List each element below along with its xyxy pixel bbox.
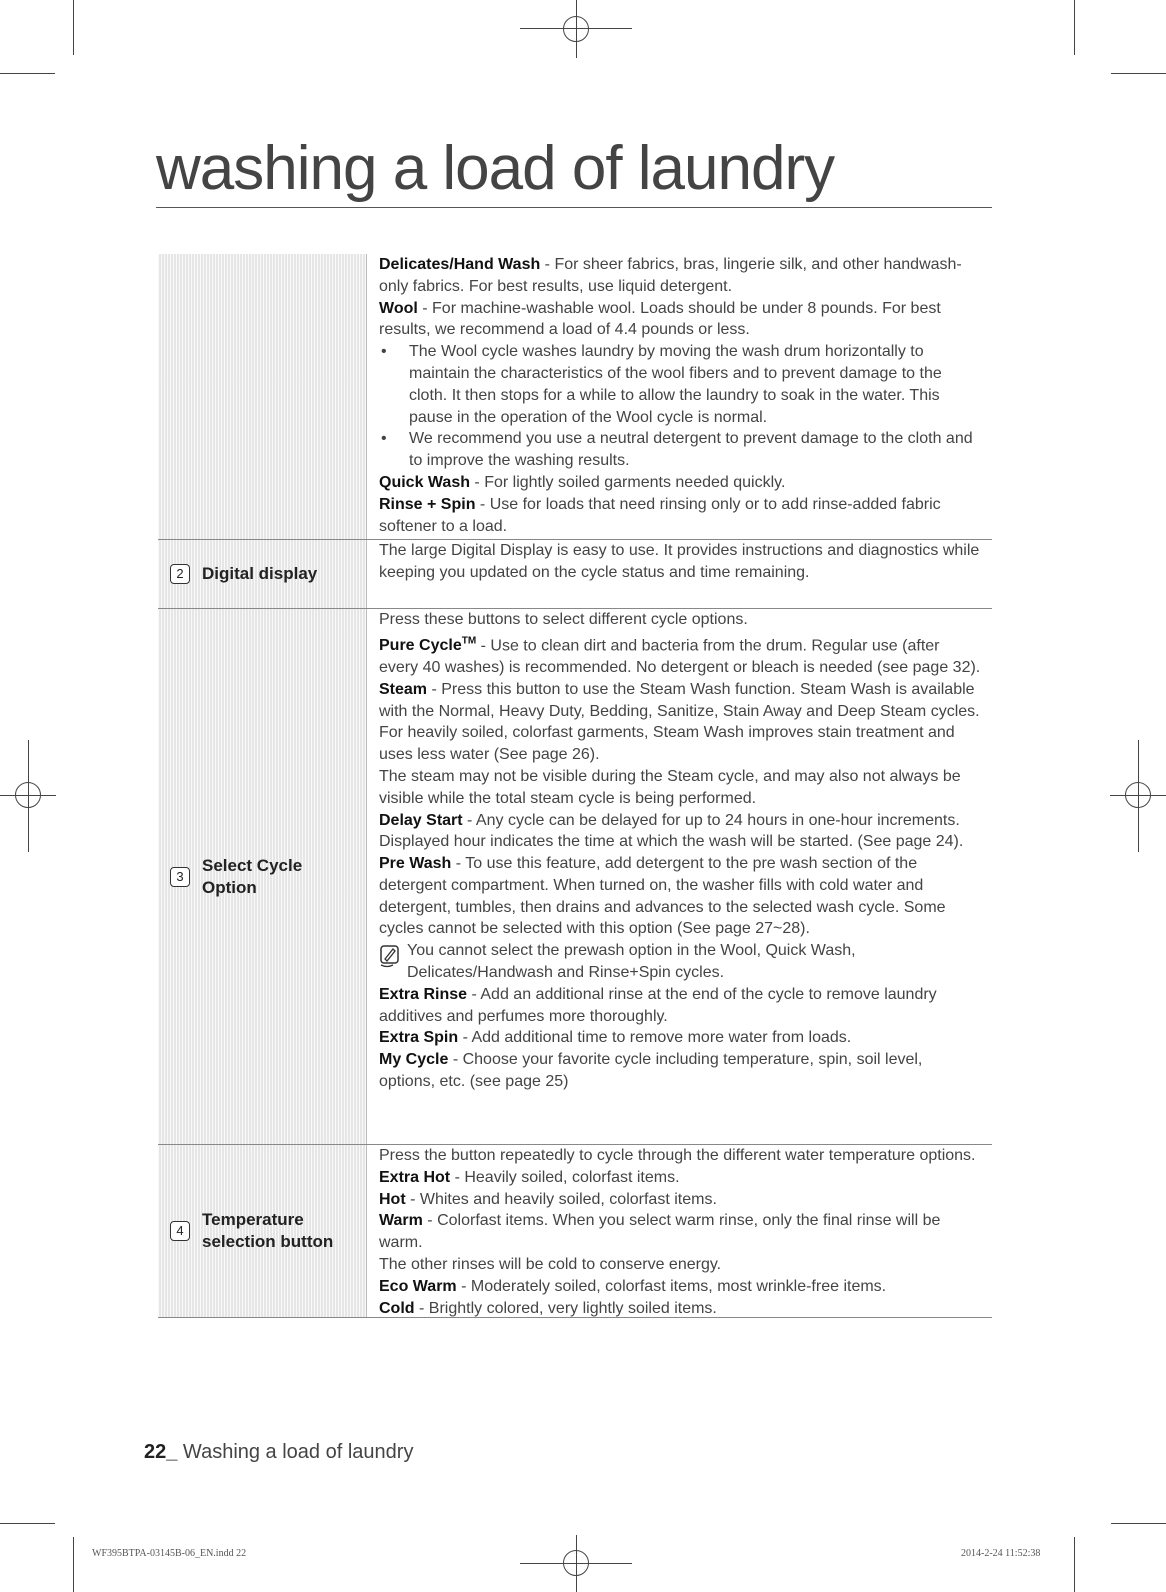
description: - Add additional time to remove more water from loads. [458, 1029, 852, 1047]
description: - Colorfast items. When you select warm rinse, only the final rinse will be warm. [379, 1212, 941, 1252]
term: Wool [379, 299, 418, 317]
description: The steam may not be visible during the Steam cycle, and may also not always be visible while the total steam cycle is being performed. [379, 767, 961, 807]
description: - For lightly soiled garments needed quickly. [469, 473, 786, 491]
table-row [158, 1145, 992, 1318]
description: - Choose your favorite cycle including temperature, spin, soil level, options, etc. (see page 25) [379, 1051, 923, 1091]
bullet-icon: • [381, 430, 387, 448]
label-line: Option [202, 877, 257, 897]
footer-section: Washing a load of laundry [177, 1441, 414, 1463]
label-line: selection button [202, 1232, 334, 1251]
term-text: Pure Cycle [379, 637, 462, 655]
label-select-cycle-option [202, 855, 302, 899]
term: Extra Spin [379, 1029, 459, 1047]
description: - To use this feature, add detergent to the pre wash section of the detergent compartment. When turned on, the washer fills with cold water and detergent, tumbles, then drains and advances to the selected wash cycle. Some cycles cannot be selected with this option (See page 27~28). [379, 855, 946, 938]
crop-mark [73, 1537, 74, 1592]
list-item [379, 341, 982, 428]
description: Press the button repeatedly to cycle through the different water temperature options. [379, 1147, 976, 1164]
description: The large Digital Display is easy to use. It provides instructions and diagnostics while keeping you updated on the cycle status and time remaining. [379, 542, 980, 581]
row-content [367, 254, 992, 539]
description: - Whites and heavily soiled, colorfast items. [405, 1190, 717, 1208]
control-panel-table [158, 254, 992, 1318]
registration-circle [563, 16, 589, 42]
description: - For sheer fabrics, bras, lingerie silk, and other handwash-only fabrics. For best results, use liquid detergent. [379, 256, 962, 295]
table-row [158, 609, 992, 1145]
description: - Use to clean dirt and bacteria from the drum. Regular use (after every 40 washes) is recommended. No detergent or bleach is needed (see page 32). [379, 637, 981, 676]
label-temperature-selection-button [202, 1209, 333, 1253]
term [379, 637, 476, 654]
description: - Brightly colored, very lightly soiled items. [414, 1299, 717, 1317]
term: Quick Wash [379, 473, 470, 491]
term: Hot [379, 1190, 406, 1208]
description: We recommend you use a neutral detergent to prevent damage to the cloth and to improve the washing results. [409, 430, 973, 470]
term: Steam [379, 680, 428, 698]
registration-circle [563, 1550, 589, 1576]
print-slug-date: 2014-2-24 11:52:38 [961, 1548, 1041, 1559]
crop-mark [0, 1523, 55, 1524]
crop-mark [1074, 0, 1075, 55]
row-label [158, 1145, 367, 1317]
label-digital-display: Digital display [202, 564, 318, 583]
description: - Moderately soiled, colorfast items, most wrinkle-free items. [456, 1277, 887, 1295]
registration-circle [1125, 782, 1151, 808]
note [379, 940, 982, 984]
term: Extra Hot [379, 1168, 451, 1186]
description: You cannot select the prewash option in the Wool, Quick Wash, Delicates/Handwash and Rinse+Spin cycles. [407, 942, 856, 982]
crop-mark [1074, 1537, 1075, 1592]
page-footer [144, 1441, 413, 1464]
description: - Press this button to use the Steam Wash function. Steam Wash is available with the Normal, Heavy Duty, Bedding, Sanitize, Stain Away and Deep Steam cycles. For heavily soiled, colorfast garments, Steam Wash improves stain treatment and uses less water (See page 26). [379, 680, 980, 764]
row-content [367, 540, 992, 608]
number-badge: 2 [170, 564, 190, 584]
crop-mark [0, 73, 55, 74]
description: - For machine-washable wool. Loads should be under 8 pounds. For best results, we recommend a load of 4.4 pounds or less. [379, 299, 941, 339]
table-row [158, 254, 992, 540]
row-label [158, 540, 367, 608]
term: Warm [379, 1212, 423, 1230]
term: Rinse + Spin [379, 495, 476, 513]
description: - Add an additional rinse at the end of the cycle to remove laundry additives and perfumes more thoroughly. [379, 985, 937, 1025]
registration-circle [15, 782, 41, 808]
term: My Cycle [379, 1051, 449, 1069]
crop-mark [73, 0, 74, 55]
list-item [379, 428, 982, 472]
description: The Wool cycle washes laundry by moving the wash drum horizontally to maintain the characteristics of the wool fibers and to prevent damage to the cloth. It then stops for a while to allow the laundry to soak in the water. This pause in the operation of the Wool cycle is normal. [409, 343, 942, 426]
crop-mark [1111, 1523, 1166, 1524]
page-number: 22_ [144, 1441, 178, 1463]
note-icon [379, 940, 407, 984]
print-slug-file: WF395BTPA-03145B-06_EN.indd 22 [92, 1548, 247, 1559]
title-rule [156, 207, 992, 208]
row-content [367, 1145, 992, 1317]
term: Delicates/Hand Wash [379, 256, 541, 273]
crop-mark [1111, 73, 1166, 74]
description: Press these buttons to select different cycle options. [379, 611, 748, 628]
number-badge: 3 [170, 867, 190, 887]
term: Extra Rinse [379, 985, 468, 1003]
trademark: TM [461, 635, 477, 647]
description: - Use for loads that need rinsing only or to add rinse-added fabric softener to a load. [379, 495, 941, 535]
term: Delay Start [379, 811, 463, 829]
label-line: Select Cycle [202, 855, 303, 875]
term: Pre Wash [379, 855, 452, 873]
description: - Heavily soiled, colorfast items. [450, 1168, 680, 1186]
label-line: Temperature [202, 1210, 304, 1229]
term: Cold [379, 1299, 415, 1317]
description: - Any cycle can be delayed for up to 24 hours in one-hour increments. Displayed hour indicates the time at which the wash will be started. (See page 24). [379, 811, 964, 851]
term: Eco Warm [379, 1277, 457, 1295]
bullet-icon: • [381, 343, 387, 361]
row-label [158, 609, 367, 1144]
table-row [158, 540, 992, 609]
row-content [367, 609, 992, 1144]
page-title: washing a load of laundry [156, 134, 835, 203]
number-badge: 4 [170, 1221, 190, 1241]
description: The other rinses will be cold to conserve energy. [379, 1255, 722, 1273]
row-label [158, 254, 367, 539]
